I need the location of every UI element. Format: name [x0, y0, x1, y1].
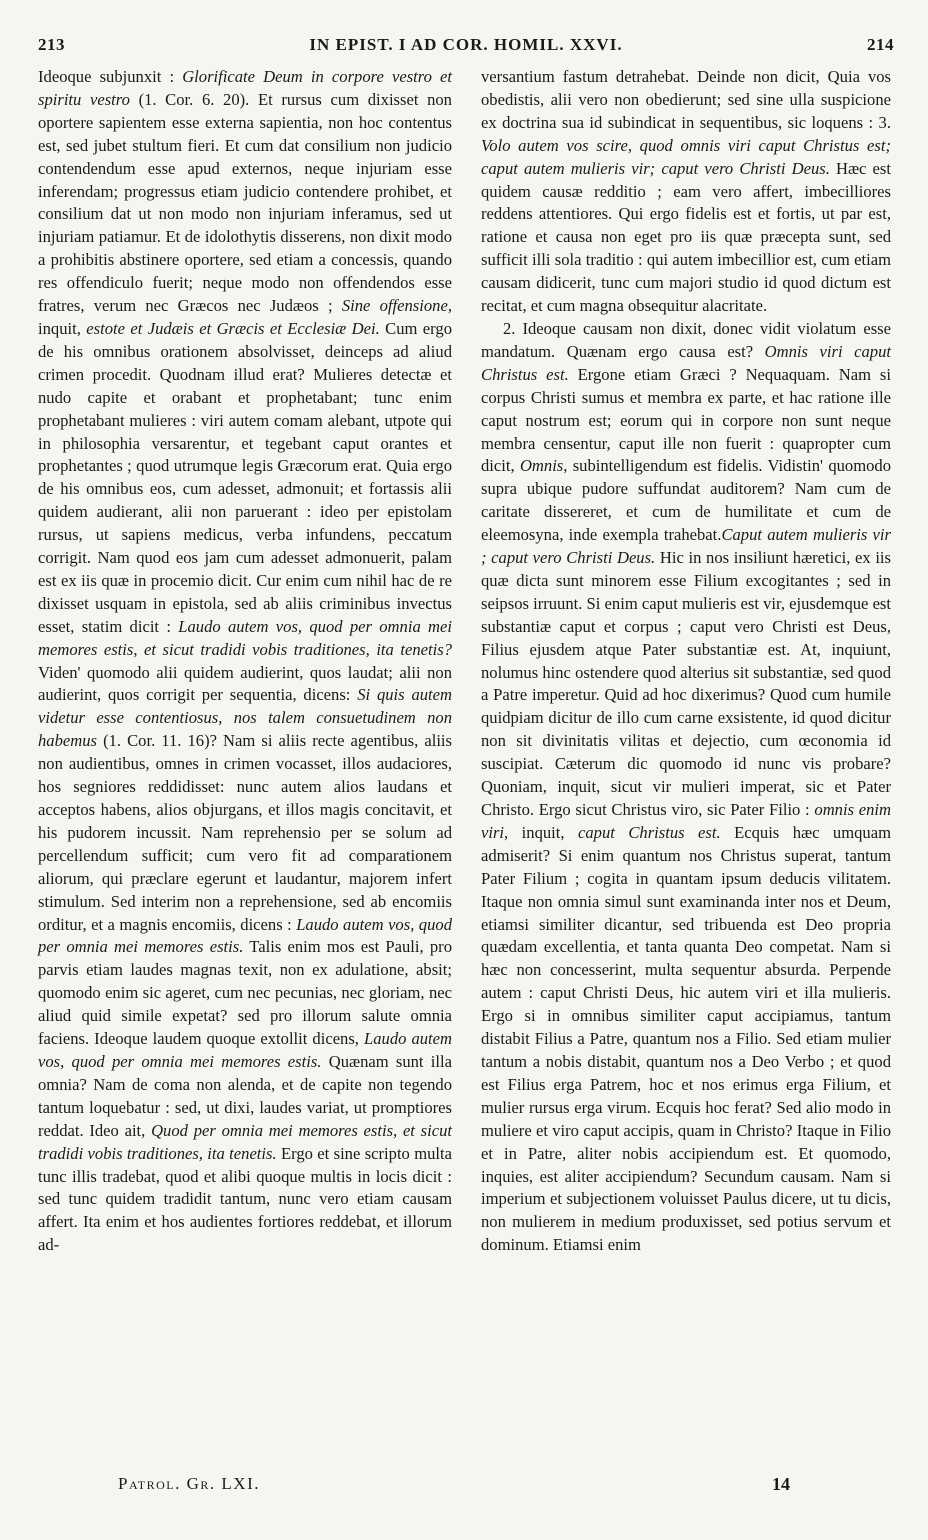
text-run: Quænam sunt illa omnia? Nam de coma non alenda, et de capite non tegendo tantum loquebatur : sed, ut dixi, laudes variat, ut promptiores reddat. Ideo ait,: [38, 1051, 452, 1140]
text-run: Ideoque subjunxit :: [38, 67, 183, 86]
text-run: Ergo et sine scripto multa tunc illis tradebat, quod et alibi quoque multis in locis dicit : sed tunc quidem tradidit tantum, nunc vero etiam causam affert. Ita enim et hos audientes fortiores reddebat, et illorum ad-: [38, 1143, 452, 1255]
scripture-quote: Sine offensione: [341, 296, 448, 316]
right-column-paragraph-2: [481, 318, 891, 1257]
scripture-quote: Quod per omnia mei memores estis, et sicut tradidi vobis traditiones, ita tenetis.: [38, 1120, 453, 1163]
text-run: Ergone etiam Græci ? Nequaquam. Nam si corpus Christi sumus et membra ex parte, et hac ratione ille caput nostrum est; eorum qui in corpore non sunt neque membra censentur, caput ille non fuerit : quapropter cum dicit,: [481, 364, 891, 476]
right-column-paragraph-1: [481, 66, 891, 318]
text-run: (1. Cor. 11. 16)? Nam si aliis recte agentibus, aliis non audientibus, omnes in crimen vocasset, illos audaciores, hos segniores reddidisset: nunc autem alios laudans et acceptos habens, alios objurgans, et illos magis concitavit, et his pudorem incussit. Nam reprehensio per se solum ad percellendum sufficit; cum vero fit ad comparationem aliorum, qui præclare egerunt et laudantur, majorem infert stimulum. Sed interim non a reprehensione, sed ab encomiis orditur, et a magnis encomiis, dicens :: [38, 731, 452, 934]
scripture-quote: Si quis autem videtur esse contentiosus, nos talem consuetudinem non habemus: [38, 685, 452, 751]
scripture-quote: Volo autem vos scire, quod omnis viri caput Christus est; caput autem mulieris vir; caput vero Christi Deus.: [481, 135, 891, 178]
running-header: [38, 32, 894, 58]
text-run: Viden' quomodo alii quidem audierint, quos laudat; alii non audierint, quos corrigit per sequentia, dicens:: [38, 662, 452, 705]
text-run: (1. Cor. 6. 20). Et rursus cum dixisset non oportere sapientem esse externa sapientia, non hoc contentus est, sed jubet stultum fieri. Et cum dat consilium non judicio contendendum esse apud externos, neque injuriam esse inferendam; progressus etiam judicio contendere prohibet, et consilium dat ut non modo non injuriam inferamus, sed ut injuriam patiamur. Et de idolothytis disserens, non dixit modo a prohibitis abstinere oportere, sed etiam a concessis, quando res offendiculo fuerit; neque modo non offendendos esse fratres, verum nec Græcos nec Judæos ;: [38, 89, 452, 316]
left-column-paragraph: [38, 66, 452, 1257]
scripture-quote: Laudo autem vos, quod per omnia mei memores estis.: [38, 914, 452, 957]
right-column: [481, 66, 891, 1257]
scripture-quote: estote et Judæis et Græcis et Ecclesiæ Dei.: [86, 318, 380, 338]
gathering-number: 14: [772, 1474, 790, 1494]
text-run: , subintelligendum est fidelis. Vidistin' quomodo supra ubique pudore suffundat auditorem? Nam cum de caritate dissereret, et cum de humilitate et cum de eleemosyna, inde exempla trahebat.: [481, 456, 892, 545]
page-number-right: 214: [866, 35, 894, 54]
text-run: Ecquis hæc umquam admiserit? Si enim quantum nos Christus superat, tantum Pater Filium ; cogita in quantam ipsum deducis vilitatem. Itaque non omnia simul sunt examinanda inter nos et Deum, etiamsi similiter dicantur, sed tribuenda est Deo propria quædam excellentia, et tanta quanta Deo competat. Nam si hæc non concesserint, multa sequentur absurda. Perpende autem : caput Christi Deus, hic autem viri et illa mulieris. Ergo si in omnibus similiter caput accipiamus, tantum distabit Filius a Patre, quantum nos a Filio. Sed etiam mulier tantum a nobis distabit, quantum nos a Deo Verbo ; et quod est Filius erga Patrem, hoc et nos erimus erga Filium, et mulier rursus erga virum. Ecquis hoc ferat? Sed alio modo in muliere et viro caput accipis, quam in Christo? Itaque in Filio et in Patre, aliter nobis accipiendum est. Et quomodo, inquies, est aliter accipiendum? Secundum causam. Nam si imperium et subjectionem voluisset Paulus dicere, ut tu dicis, non mulierem in medium produxisset, sed potius servum et dominum. Etiamsi enim: [481, 822, 891, 1255]
text-run: Cum ergo de his omnibus orationem absolvisset, deinceps ad aliud crimen procedit. Quodnam illud erat? Mulieres detectæ et nudo capite et orabant et prophetabant; tunc enim prophetabant mulieres : viri autem comam alebant, utpote qui in philosophia versarentur, et tegebant caput orantes et prophetantes ; quod utrumque legis Græcorum erat. Quia ergo de his omnibus eos, cum adesset, admonuit; et fortassis alii quidem audierant, alii non paruerant : ideo per epistolam rursus, ut sapiens medicus, verba infundens, peccatum corrigit. Nam quod eos jam cum adesset admonuerit, palam est ex iis quæ in procemio dicit. Cur enim cum nihil hac de re dixisset usquam in epistola, sed ab aliis criminibus invectus esset, statim dicit :: [38, 318, 452, 636]
page-number-left: 213: [38, 35, 65, 54]
left-column: [38, 66, 452, 1257]
text-run: versantium fastum detrahebat. Deinde non dicit, Quia vos obedistis, alii vero non obedierunt; sed sine ulla suspicione ex doctrina sua id subindicat in sequentibus, sic loquens : 3.: [481, 67, 891, 132]
text-run: , inquit,: [38, 296, 452, 338]
text-run: , inquit,: [504, 822, 578, 842]
text-run: Talis enim mos est Pauli, pro parvis etiam laudes magnas texit, non ex adulatione, absit; quomodo enim sic ageret, cum nec pecunias, nec gloriam, nec aliud quid simile expetat? sed pro illorum salute omnia faciens. Ideoque laudem quoque extollit dicens,: [38, 937, 452, 1049]
scripture-quote: Omnis: [519, 456, 564, 476]
scripture-quote: Caput autem mulieris vir ; caput vero Christi Deus.: [481, 525, 891, 568]
scripture-quote: Laudo autem vos, quod per omnia mei memores estis.: [38, 1029, 452, 1071]
scripture-quote: Laudo autem vos, quod per omnia mei memores estis, et sicut tradidi vobis traditiones, ita tenetis?: [38, 616, 452, 659]
scripture-quote: omnis enim viri: [481, 800, 891, 842]
scripture-quote: Omnis viri caput Christus est.: [481, 341, 891, 384]
signature-mark: Patrol. Gr. LXI.: [118, 1474, 260, 1493]
scripture-quote: Glorificate Deum in corpore vestro et spiritu vestro: [38, 67, 452, 109]
running-title: IN EPIST. I AD COR. HOMIL. XXVI.: [309, 35, 623, 54]
scripture-quote: caput Christus est.: [578, 822, 721, 842]
text-run: 2. Ideoque causam non dixit, donec vidit violatum esse mandatum. Quænam ergo causa est?: [481, 318, 891, 361]
text-run: Hæc est quidem causæ redditio ; eam vero affert, imbecilliores reddens attentiores. Qui ergo fidelis est et fortis, ut par est, ratione et causa non eget pro iis quæ præcepta sunt, sed sufficit illi sola traditio : qui autem imbecillior est, cum etiam causam didicerit, tunc cum majori studio id quod dictum est recitat, et cum magna obsequitur alacritate.: [481, 158, 891, 316]
text-run: Hic in nos insiliunt hæretici, ex iis quæ dicta sunt minorem esse Filium excogitantes ; sed in seipsos irruunt. Si enim caput mulieris est vir, ejusdemque est substantiæ caput et corpus ; caput vero Christi est Deus, Filius ejusdem atque Pater substantiæ est. At, inquiunt, nolumus hinc ostendere quod alterius sit substantiæ, sed quod a Patre imperetur. Quid ad hoc dixerimus? Quod cum humile quidpiam dicitur de illo cum carne exsistente, id quod dicitur non sit divinitatis vilitas et dejectio, cum œconomia id suscipiat. Cæterum dic quomodo id nunc vis probare? Quoniam, inquit, sicut vir mulieri imperat, sic et Pater Christo. Ergo sicut Christus viro, sic Pater Filio :: [481, 548, 892, 819]
